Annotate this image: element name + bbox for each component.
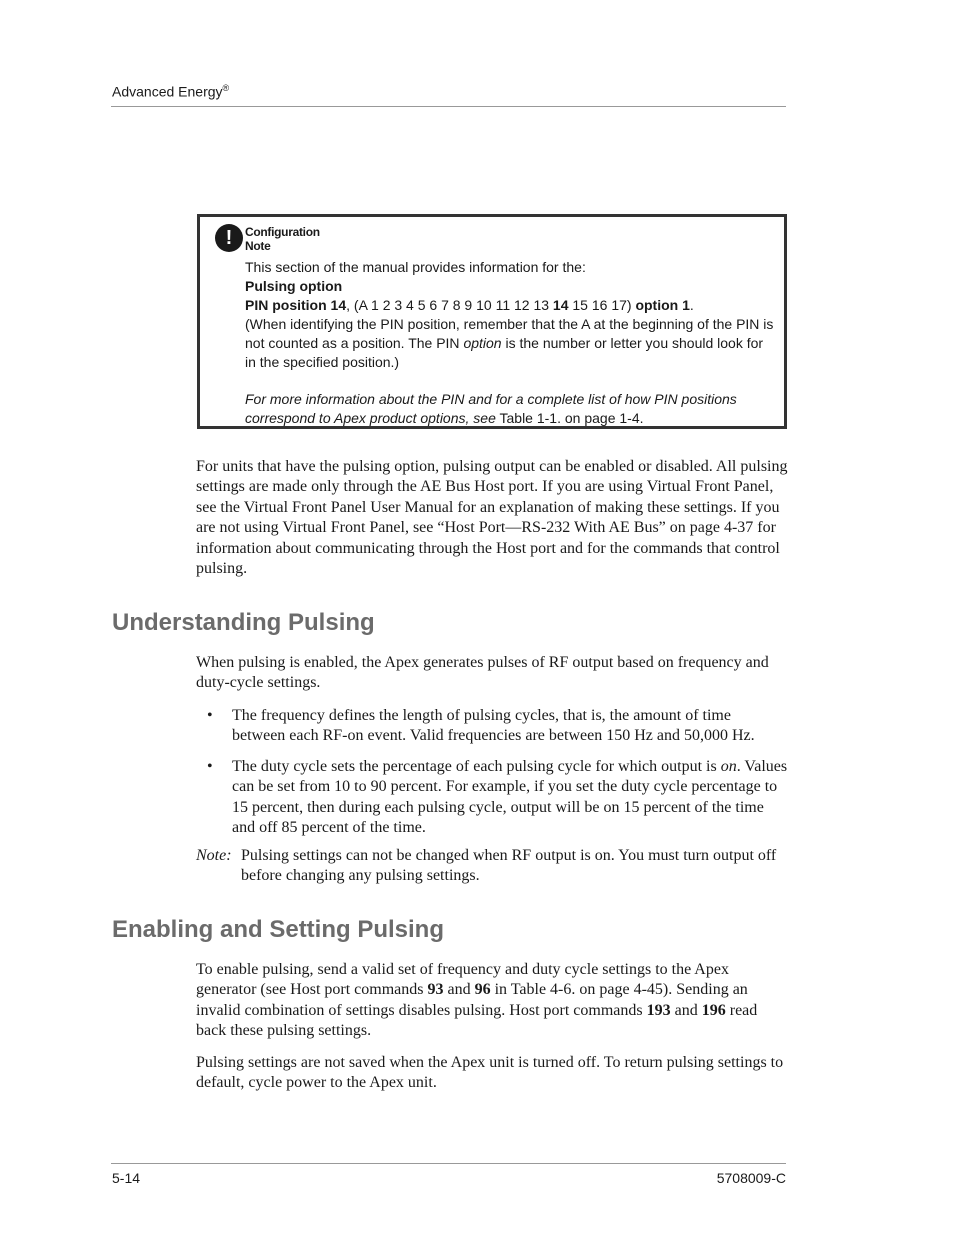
- more-info-reference: Table 1-1. on page 1-4.: [495, 410, 644, 426]
- configuration-note-label: [245, 225, 320, 253]
- text-run: in Table 4-6. on page 4-45). Sending an invalid combination of settings disables pulsing. Host port commands: [196, 981, 748, 1019]
- section-heading-enabling-pulsing: Enabling and Setting Pulsing: [112, 916, 445, 943]
- note-label: Note:: [196, 847, 232, 864]
- section1-bullet-list: [206, 706, 788, 848]
- section2-paragraph-2: Pulsing settings are not saved when the Apex unit is turned off. To return pulsing settings to default, cycle power to the Apex unit.: [196, 1054, 784, 1092]
- bullet-text-before: The duty cycle sets the percentage of each pulsing cycle for which output is: [232, 757, 721, 775]
- note-explanation: [245, 315, 775, 372]
- note-text: Pulsing settings can not be changed when RF output is on. You must turn output off before changing any pulsing settings.: [241, 847, 777, 885]
- bullet-text-after: . Values can be set from 10 to 90 percent. For example, if you set the duty cycle percentage to 15 percent, then during each pulsing cycle, output will be on 15 percent of the time and off 85 percent of the time.: [232, 757, 788, 837]
- list-item: [206, 757, 788, 839]
- footer-rule: [111, 1163, 786, 1164]
- exclamation-icon: !: [215, 224, 243, 252]
- option-end: .: [689, 297, 694, 313]
- bullet-text-italic: on: [720, 757, 737, 775]
- note-label-line2: Note: [245, 239, 271, 253]
- pin-sequence-after: 15 16 17): [568, 297, 636, 313]
- note-option-name: [245, 277, 775, 296]
- trademark-symbol: ®: [222, 83, 230, 93]
- bullet-icon: •: [207, 757, 213, 775]
- note-pin-line: [245, 296, 775, 315]
- note-more-info: [245, 390, 775, 428]
- explain-after: is the number or letter you should look for in the specified position.): [245, 335, 764, 370]
- command-number: 193: [646, 1001, 671, 1019]
- bullet-text: The frequency defines the length of pulsing cycles, that is, the amount of time between each RF-on event. Valid frequencies are between 150 Hz and 50,000 Hz.: [232, 707, 755, 745]
- text-run: and: [443, 981, 475, 999]
- pin-sequence-before: , (A 1 2 3 4 5 6 7 8 9 10 11 12 13: [346, 297, 553, 313]
- note-intro: This section of the manual provides information for the:: [245, 259, 586, 275]
- pin-sequence-bold: 14: [552, 297, 569, 313]
- text-run: and: [670, 1001, 702, 1019]
- text-run: To enable pulsing, send a valid set of frequency and duty cycle settings to the Apex generator (see Host port commands: [196, 961, 729, 999]
- option-value: option 1: [635, 297, 690, 313]
- more-info-italic: For more information about the PIN and for a complete list of how PIN positions correspond to Apex product options, see: [245, 391, 737, 426]
- explain-before: (When identifying the PIN position, remember that the A at the beginning of the PIN is not counted as a position. The PIN: [245, 316, 774, 351]
- configuration-note-box: [197, 214, 787, 429]
- header-brand: [112, 83, 229, 100]
- note-label-line1: Configuration: [245, 225, 320, 239]
- section1-paragraph: When pulsing is enabled, the Apex generates pulses of RF output based on frequency and duty-cycle settings.: [196, 654, 769, 692]
- page-number: 5-14: [112, 1170, 141, 1186]
- intro-paragraph: For units that have the pulsing option, pulsing output can be enabled or disabled. All pulsing settings are made only through the AE Bus Host port. If you are using Virtual Front Panel, see the Virtual Front Panel User Manual for an explanation of making these settings. If you are not using Virtual Front Panel, see “Host Port—RS-232 With AE Bus” on page 4-37 for information about communicating through the Host port and for the commands that control pulsing.: [196, 458, 788, 578]
- command-number: 196: [701, 1001, 726, 1019]
- brand-name: Advanced Energy: [112, 83, 223, 100]
- text-run: read back these pulsing settings.: [196, 1001, 758, 1040]
- command-number: 93: [427, 981, 444, 999]
- note-spacer: [245, 372, 775, 390]
- bullet-icon: •: [207, 707, 213, 724]
- section2-paragraph-1: [196, 960, 788, 1042]
- document-number: 5708009-C: [716, 1170, 786, 1186]
- configuration-note-body: [245, 258, 775, 428]
- list-item: [206, 706, 788, 747]
- header-rule: [111, 106, 786, 107]
- option-name: Pulsing option: [245, 278, 343, 294]
- command-number: 96: [474, 981, 491, 999]
- explain-italic: option: [463, 335, 502, 351]
- pin-label: PIN position 14: [245, 297, 347, 313]
- section-heading-understanding-pulsing: Understanding Pulsing: [112, 609, 375, 636]
- section1-note: [196, 846, 788, 887]
